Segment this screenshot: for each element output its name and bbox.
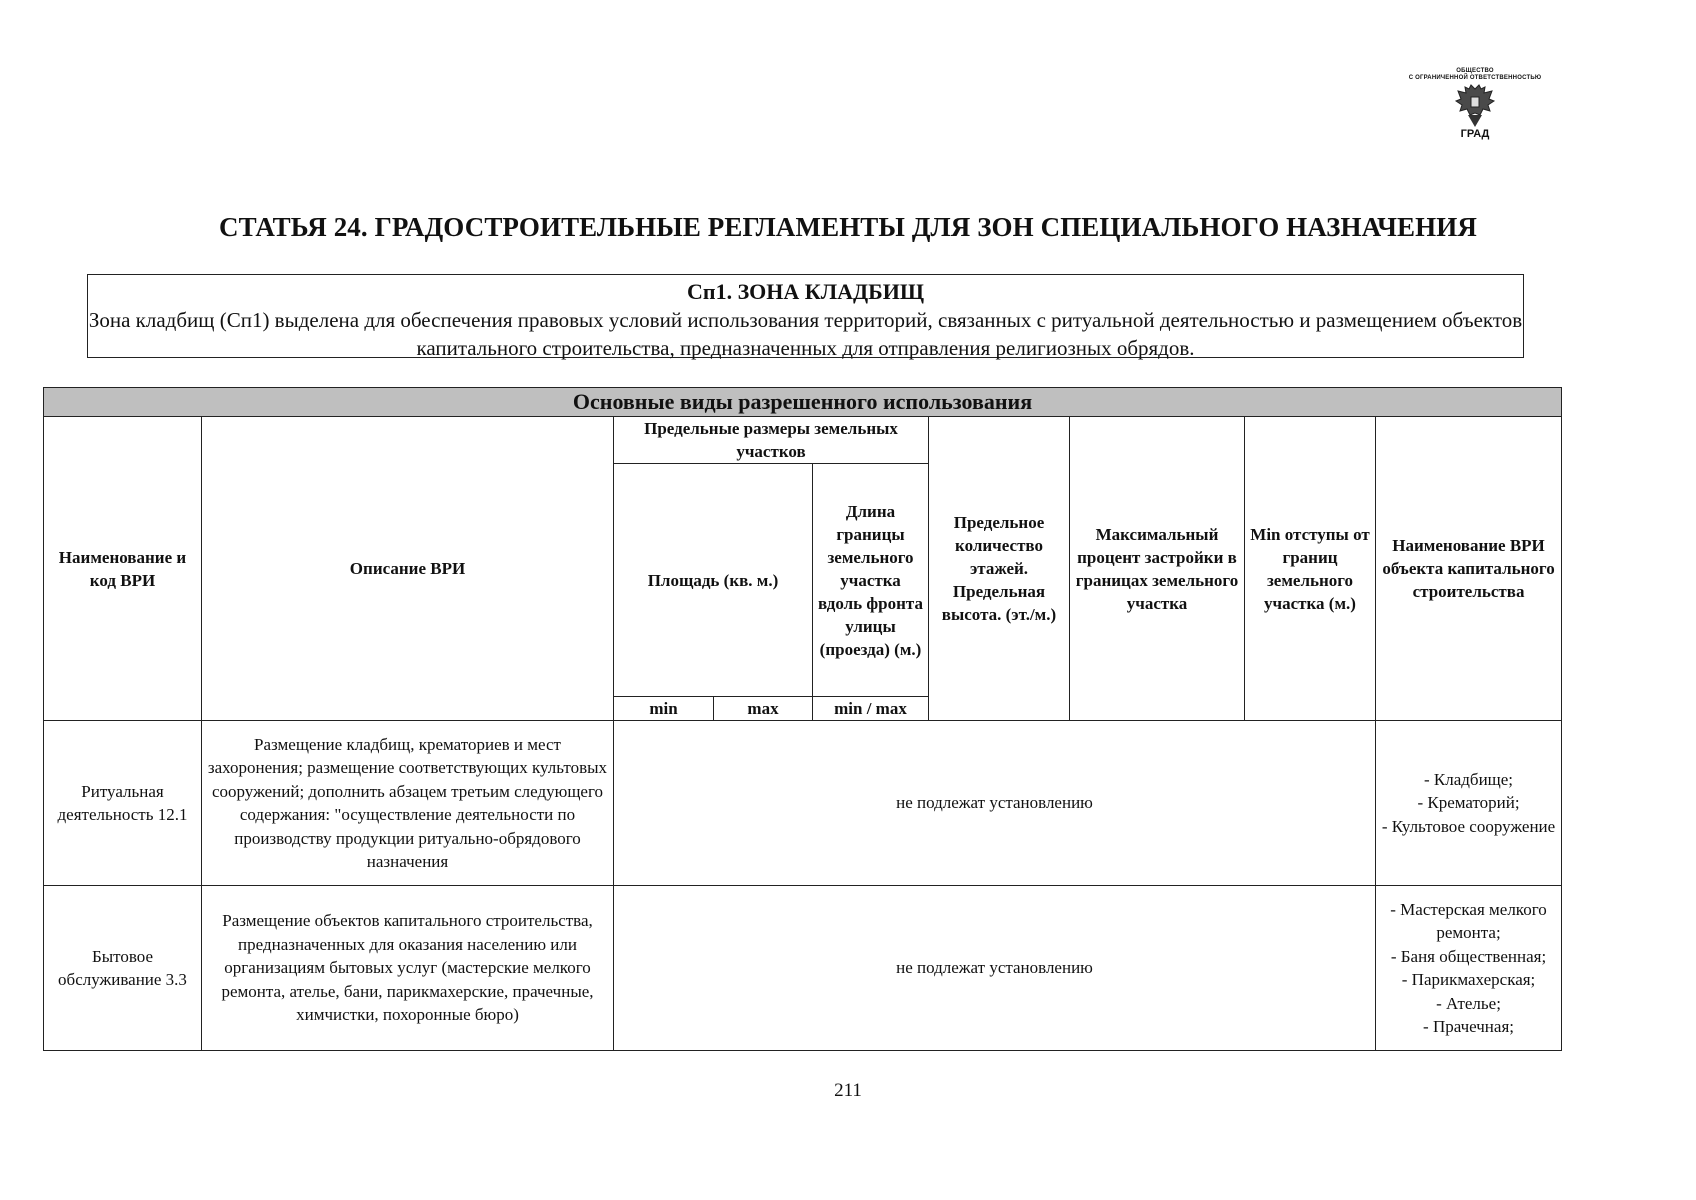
header-setbacks: Min отступы от границ земельного участка (м.) <box>1245 417 1376 721</box>
header-object-name: Наименование ВРИ объекта капитального строительства <box>1376 417 1562 721</box>
row-objects: - Мастерская мелкого ремонта; - Баня общественная; - Парикмахерская; - Ателье; - Прачечная; <box>1376 886 1562 1051</box>
header-plot-sizes: Предельные размеры земельных участков <box>614 417 929 464</box>
row-params: не подлежат установлению <box>614 721 1376 886</box>
logo-org-line2: С ОГРАНИЧЕННОЙ ОТВЕТСТВЕННОСТЬЮ <box>1408 74 1542 81</box>
zone-description: Зона кладбищ (Сп1) выделена для обеспечения правовых условий использования территорий, связанных с ритуальной деятельностью и размещением объектов капитального строительства, предназначенных для отправления религиозных обрядов. <box>88 308 1523 360</box>
row-description: Размещение кладбищ, крематориев и мест захоронения; размещение соответствующих культовых сооружений; дополнить абзацем третьим следующего содержания: "осуществление деятельности по производству продукции ритуально-обрядового назначения <box>202 721 614 886</box>
header-area-min: min <box>614 697 714 721</box>
table-row <box>44 886 1562 1051</box>
header-floors: Предельное количество этажей. Предельная высота. (эт./м.) <box>929 417 1070 721</box>
header-area: Площадь (кв. м.) <box>614 464 813 697</box>
row-description: Размещение объектов капитального строительства, предназначенных для оказания населению или организациям бытовых услуг (мастерские мелкого ремонта, ателье, бани, парикмахерские, прачечные, химчистки, похоронные бюро) <box>202 886 614 1051</box>
table-band-title: Основные виды разрешенного использования <box>44 388 1562 417</box>
page-number: 211 <box>834 1080 862 1101</box>
regulations-table <box>43 387 1562 1051</box>
row-params: не подлежат установлению <box>614 886 1376 1051</box>
zone-title: Сп1. ЗОНА КЛАДБИЩ <box>687 279 924 304</box>
header-area-max: max <box>714 697 813 721</box>
zone-description-box <box>87 274 1524 358</box>
header-coverage: Максимальный процент застройки в границах земельного участка <box>1070 417 1245 721</box>
table-row <box>44 721 1562 886</box>
header-description: Описание ВРИ <box>202 417 614 721</box>
row-name: Ритуальная деятельность 12.1 <box>44 721 202 886</box>
company-logo <box>1390 68 1560 158</box>
row-objects: - Кладбище; - Крематорий; - Культовое сооружение <box>1376 721 1562 886</box>
double-headed-eagle-icon <box>1454 83 1496 129</box>
header-frontage-min-max: min / max <box>813 697 929 721</box>
logo-brand: ГРАД <box>1460 128 1490 140</box>
header-name-code: Наименование и код ВРИ <box>44 417 202 721</box>
logo-org-line1: ОБЩЕСТВО <box>1456 68 1494 74</box>
article-title: СТАТЬЯ 24. ГРАДОСТРОИТЕЛЬНЫЕ РЕГЛАМЕНТЫ ДЛЯ ЗОН СПЕЦИАЛЬНОГО НАЗНАЧЕНИЯ <box>219 212 1477 242</box>
header-frontage: Длина границы земельного участка вдоль фронта улицы (проезда) (м.) <box>813 464 929 697</box>
row-name: Бытовое обслуживание 3.3 <box>44 886 202 1051</box>
